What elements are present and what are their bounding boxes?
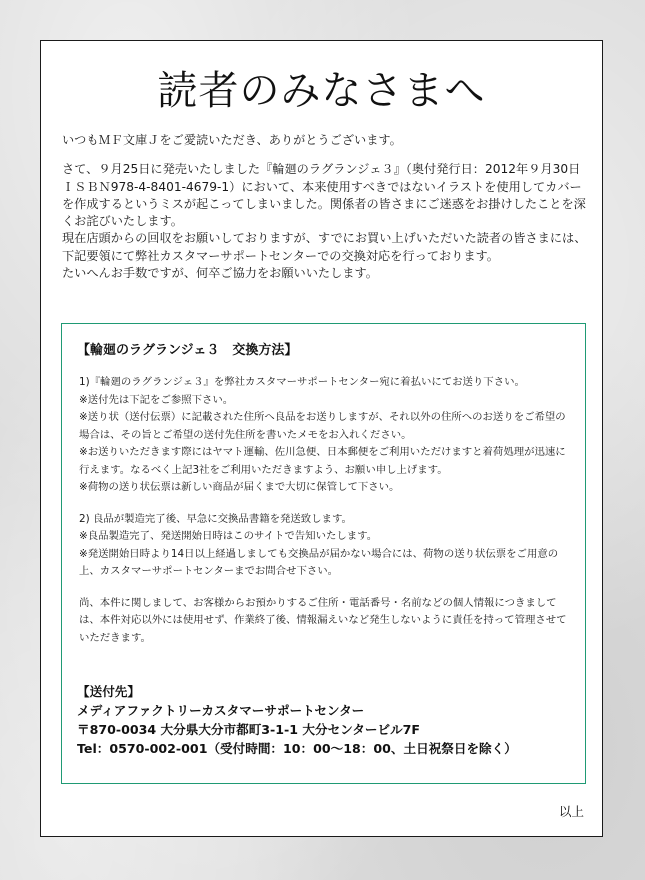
- step1-text: 1)『輪廻のラグランジェ３』を弊社カスタマーサポートセンター宛に着払いにてお送り下さい。: [79, 376, 525, 388]
- step2-text: 2) 良品が製造完了後、早急に交換品書籍を発送致します。: [79, 512, 352, 525]
- intro-recall: 現在店頭からの回収をお願いしておりますが、すでにお買い上げいただいた読者の皆さまには、下記要領にて弊社カスタマーサポートセンターでの交換対応を行っております。: [62, 231, 587, 263]
- exchange-heading: 【輪廻のラグランジェ３ 交換方法】: [77, 343, 298, 358]
- intro-apology: さて、９月25日に発売いたしました『輪廻のラグランジェ３』（奥付発行日：2012年９月30日 ＩＳＢＮ978-4-8401-4679-1）において、本来使用すべきではないイラストを使用してカバーを作成するというミスが起こってしまいました。関係者の皆さまにご迷惑をお掛けしたことを深くお詫びいたします。: [62, 162, 593, 229]
- intro-greeting: いつもＭＦ文庫Ｊをご愛読いただき、ありがとうございます。: [62, 133, 402, 147]
- step1-note-destination: ※送付先は下記をご参照下さい。: [79, 393, 234, 406]
- send-to-name: メディアファクトリーカスタマーサポートセンター: [77, 703, 365, 718]
- send-to-block: [77, 682, 572, 758]
- send-to-heading: 【送付先】: [77, 684, 140, 699]
- intro-request: たいへんお手数ですが、何卒ご協力をお願いいたします。: [62, 266, 378, 281]
- send-to-address: 〒870-0034 大分県大分市都町3-1-1 大分センタービル7F: [77, 722, 421, 737]
- step1-note-slip: ※荷物の送り状伝票は新しい商品が届くまで大切に保管して下さい。: [79, 481, 400, 493]
- step2-note-inquiry: ※発送開始日時より14日以上経過しましても交換品が届かない場合には、荷物の送り状伝票をご用意の上、カスタマーサポートセンターまでお問合せ下さい。: [79, 547, 559, 577]
- step1-note-carriers: ※お送りいただきます際にはヤマト運輸、佐川急便、日本郵便をご利用いただけますと着荷処理が迅速に行えます。なるべく上記3社をご利用いただきますよう、お願い申し上げます。: [79, 446, 566, 476]
- step1-note-address: ※送り状（送付伝票）に記載された住所へ良品をお送りしますが、それ以外の住所へのお送りをご希望の場合は、その旨とご希望の送付先住所を書いたメモをお入れください。: [79, 411, 566, 441]
- exchange-instructions: [79, 374, 574, 647]
- step2-note-announce: ※良品製造完了、発送開始日時はこのサイトで告知いたします。: [79, 530, 378, 542]
- closing-text: 以上: [558, 804, 584, 819]
- exchange-box: [61, 323, 586, 784]
- intro-text: [62, 132, 592, 282]
- notice-page: [40, 40, 603, 837]
- page-title: 読者のみなさまへ: [157, 68, 486, 114]
- send-to-tel: Tel：0570-002-001（受付時間：10：00〜18：00、土日祝祭日を除く）: [77, 741, 517, 756]
- privacy-text: 尚、本件に関しまして、お客様からお預かりするご住所・電話番号・名前などの個人情報につきましては、本件対応以外には使用せず、作業終了後、情報漏えいなど発生しないように責任を持って管理させていただきます。: [79, 596, 567, 644]
